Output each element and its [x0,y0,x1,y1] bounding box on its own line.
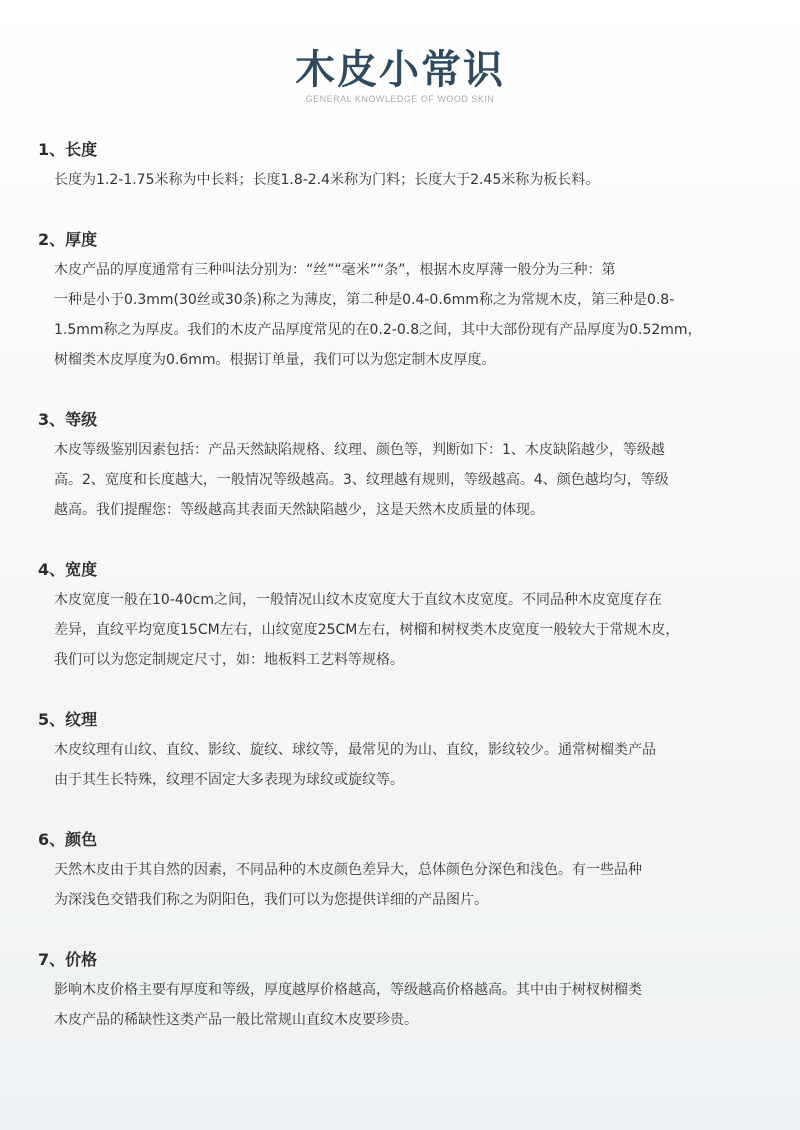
section-paragraph [38,255,778,375]
section-texture [38,708,778,795]
section-paragraph [38,165,778,195]
section-title: 7、价格 [38,950,98,969]
section-paragraph [38,735,778,795]
section-width [38,558,778,675]
paragraph-line: 天然木皮由于其自然的因素，不同品种的木皮颜色差异大，总体颜色分深色和浅色。有一些品种 [54,862,642,878]
paragraph-line: 木皮等级鉴别因素包括：产品天然缺陷规格、纹理、颜色等，判断如下：1、木皮缺陷越少，等级越 [54,442,665,458]
paragraph-line: 为深浅色交错我们称之为阴阳色，我们可以为您提供详细的产品图片。 [54,892,488,908]
paragraph-line: 长度为1.2-1.75米称为中长料；长度1.8-2.4米称为门料；长度大于2.45米称为板长料。 [54,172,600,188]
section-paragraph [38,585,778,675]
section-title: 3、等级 [38,410,98,429]
paragraph-line: 一种是小于0.3mm(30丝或30条)称之为薄皮，第二种是0.4-0.6mm称之为常规木皮，第三种是0.8- [54,292,675,308]
paragraph-line: 越高。我们提醒您：等级越高其表面天然缺陷越少，这是天然木皮质量的体现。 [54,502,544,518]
paragraph-line: 我们可以为您定制规定尺寸，如：地板料工艺料等规格。 [54,652,404,668]
paragraph-line: 木皮纹理有山纹、直纹、影纹、旋纹、球纹等，最常见的为山、直纹，影纹较少。通常树榴类产品 [54,742,656,758]
section-title: 5、纹理 [38,710,98,729]
paragraph-line: 影响木皮价格主要有厚度和等级，厚度越厚价格越高，等级越高价格越高。其中由于树杈树榴类 [54,982,642,998]
paragraph-line: 木皮产品的厚度通常有三种叫法分别为：“丝”“毫米”“条”，根据木皮厚薄一般分为三种：第 [54,262,616,278]
page-title: 木皮小常识 [295,47,505,93]
paragraph-line: 由于其生长特殊，纹理不固定大多表现为球纹或旋纹等。 [54,772,404,788]
section-color [38,828,778,915]
paragraph-line: 树榴类木皮厚度为0.6mm。根据订单量，我们可以为您定制木皮厚度。 [54,352,496,368]
section-grade [38,408,778,525]
section-title: 4、宽度 [38,560,98,579]
section-paragraph [38,435,778,525]
section-title: 2、厚度 [38,230,98,249]
section-thickness [38,228,778,375]
page-subtitle: GENERAL KNOWLEDGE OF WOOD SKIN [305,94,495,104]
section-title: 6、颜色 [38,830,98,849]
section-title: 1、长度 [38,140,98,159]
paragraph-line: 1.5mm称之为厚皮。我们的木皮产品厚度常见的在0.2-0.8之间，其中大部份现有产品厚度为0.52mm， [54,322,702,338]
page-header [0,44,800,104]
paragraph-line: 高。2、宽度和长度越大，一般情况等级越高。3、纹理越有规则，等级越高。4、颜色越均匀，等级 [54,472,669,488]
section-price [38,948,778,1035]
paragraph-line: 差异，直纹平均宽度15CM左右，山纹宽度25CM左右，树榴和树杈类木皮宽度一般较大于常规木皮， [54,622,680,638]
section-paragraph [38,975,778,1035]
section-length [38,138,778,195]
paragraph-line: 木皮宽度一般在10-40cm之间，一般情况山纹木皮宽度大于直纹木皮宽度。不同品种木皮宽度存在 [54,592,663,608]
paragraph-line: 木皮产品的稀缺性这类产品一般比常规山直纹木皮要珍贵。 [54,1012,418,1028]
section-paragraph [38,855,778,915]
